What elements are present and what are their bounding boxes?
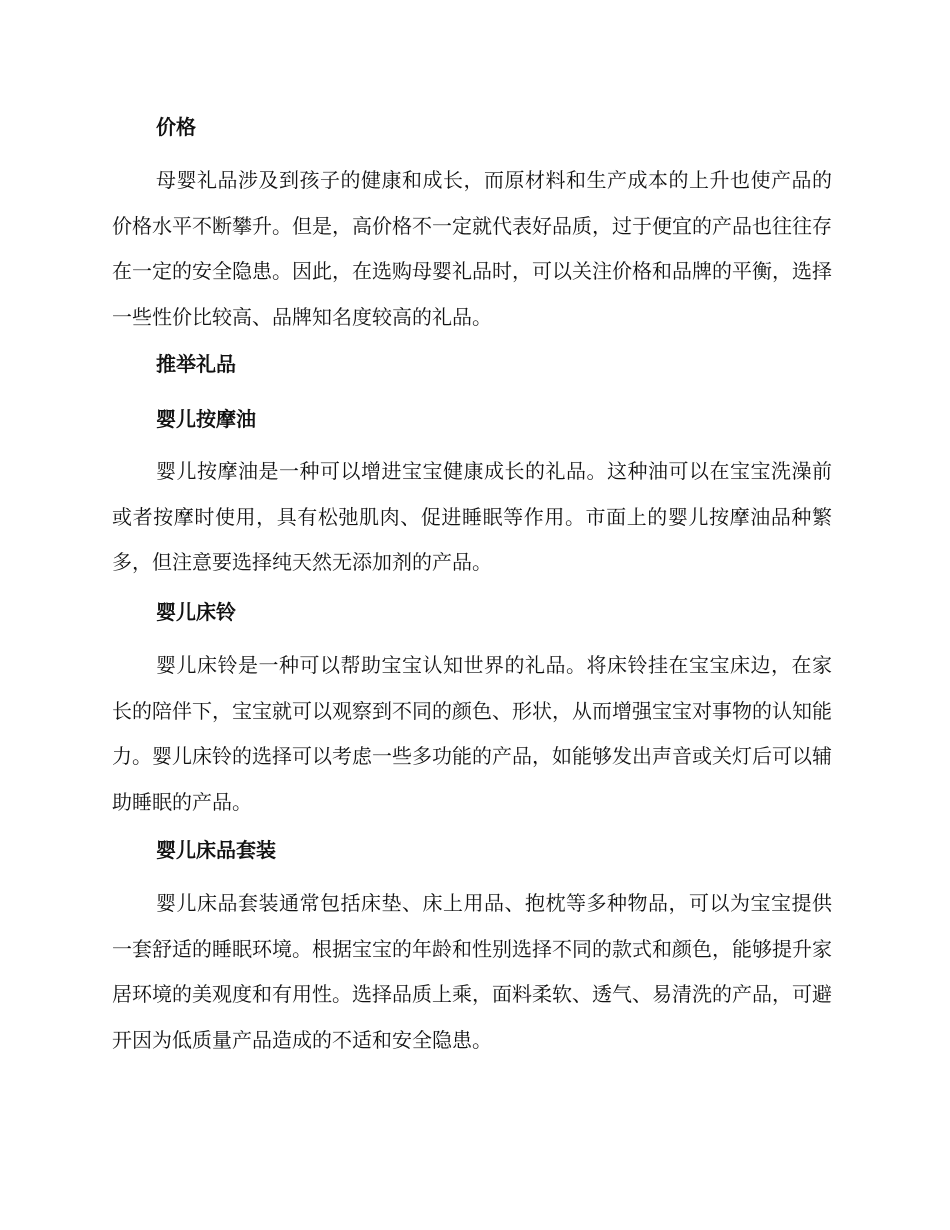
paragraph-crib-bell: 婴儿床铃是一种可以帮助宝宝认知世界的礼品。将床铃挂在宝宝床边，在家长的陪伴下，宝宝就可以观察到不同的颜色、形状，从而增强宝宝对事物的认知能力。婴儿床铃的选择可以考虑一些多功能的产品，如能够发出声音或关灯后可以辅助睡眠的产品。: [112, 653, 832, 814]
section-heading-recommend: 推举礼品: [156, 352, 236, 376]
paragraph-price: 母婴礼品涉及到孩子的健康和成长，而原材料和生产成本的上升也使产品的价格水平不断攀升。但是，高价格不一定就代表好品质，过于便宜的产品也往往存在一定的安全隐患。因此，在选购母婴礼品时，可以关注价格和品牌的平衡，选择一些性价比较高、品牌知名度较高的礼品。: [112, 168, 832, 329]
paragraph-massage-oil: 婴儿按摩油是一种可以增进宝宝健康成长的礼品。这种油可以在宝宝洗澡前或者按摩时使用，具有松弛肌肉、促进睡眠等作用。市面上的婴儿按摩油品种繁多，但注意要选择纯天然无添加剂的产品。: [112, 459, 832, 574]
section-heading-bedding-set: 婴儿床品套装: [156, 838, 276, 862]
section-heading-massage-oil: 婴儿按摩油: [156, 407, 256, 431]
paragraph-bedding-set: 婴儿床品套装通常包括床垫、床上用品、抱枕等多种物品，可以为宝宝提供一套舒适的睡眠环境。根据宝宝的年龄和性别选择不同的款式和颜色，能够提升家居环境的美观度和有用性。选择品质上乘，面料柔软、透气、易清洗的产品，可避开因为低质量产品造成的不适和安全隐患。: [112, 891, 832, 1052]
section-heading-price: 价格: [156, 115, 196, 139]
section-heading-crib-bell: 婴儿床铃: [156, 600, 236, 624]
